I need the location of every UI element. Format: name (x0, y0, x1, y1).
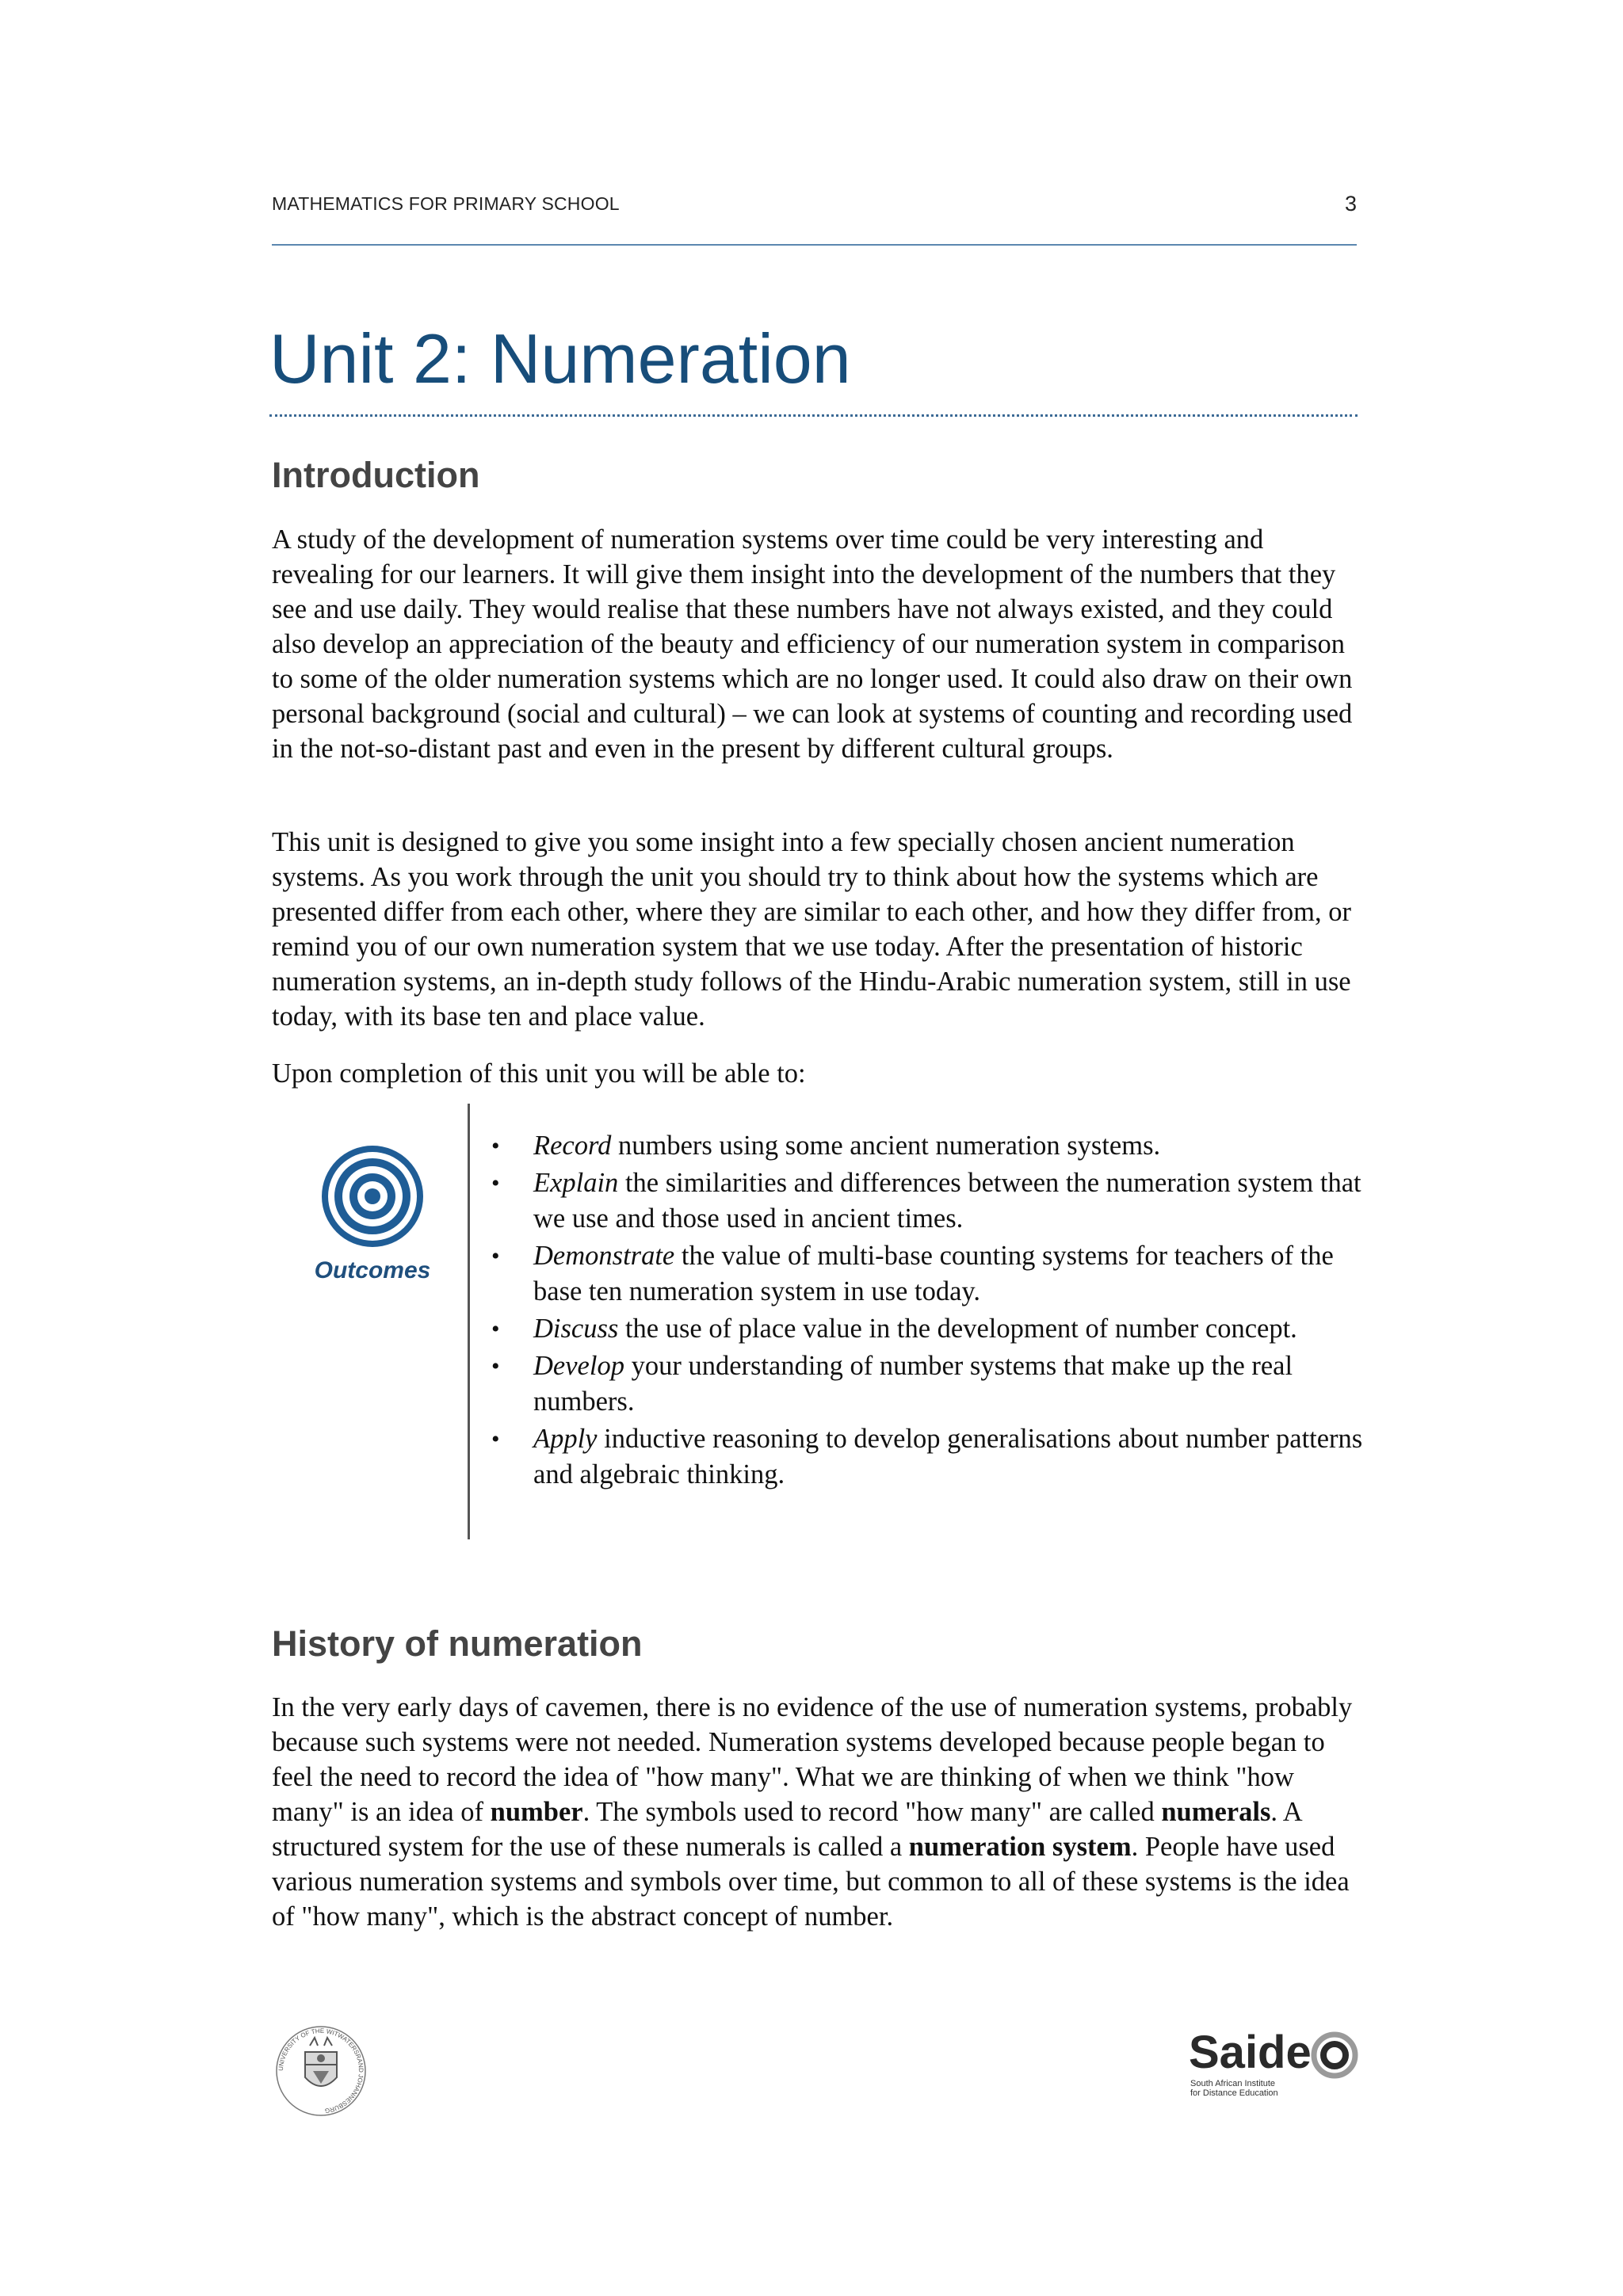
introduction-paragraph-3: Upon completion of this unit you will be able to: (272, 1058, 806, 1089)
introduction-heading: Introduction (272, 455, 480, 495)
saide-wordmark: Saide (1189, 2027, 1312, 2078)
history-paragraph: In the very early days of cavemen, there is no evidence of the use of numeration systems, probably because such systems were not needed. Numeration systems developed because people began to feel the need to record the idea of "how many". What we are thinking of when we think "how many" is an idea of number. The symbols used to record "how many" are called numerals. A structured system for the use of these numerals is called a numeration system. People have used various numeration systems and symbols over time, but common to all of these systems is the idea of "how many", which is the abstract concept of number. (272, 1692, 1353, 1932)
outcome-item: • Discuss the use of place value in the development of number concept. (491, 1314, 1297, 1344)
running-header (272, 192, 1357, 246)
outcomes-badge (301, 1141, 444, 1291)
svg-text:UNIVERSITY OF THE WITWATERSRAN: UNIVERSITY OF THE WITWATERSRAND JOHANNESBURG (277, 2027, 365, 2115)
title-divider (269, 414, 1358, 417)
introduction-paragraph-2: This unit is designed to give you some insight into a few specially chosen ancient numeration systems. As you work through the unit you should try to think about how the systems which are presented differ from each other, where they are similar to each other, and how they differ from, or remind you of our own numeration system that we use today. After the presentation of historic numeration systems, an in-depth study follows of the Hindu-Arabic numeration system, still in use today, with its base ten and place value. (272, 827, 1351, 1032)
target-icon (317, 1141, 428, 1252)
outcomes-label: Outcomes (314, 1257, 431, 1283)
saide-subtitle: South African Institute for Distance Education (1190, 2079, 1278, 2098)
outcome-item: • Record numbers using some ancient numeration systems. (491, 1131, 1161, 1161)
history-heading: History of numeration (272, 1623, 643, 1664)
unit-title: Unit 2: Numeration (269, 319, 851, 398)
outcomes-divider (468, 1104, 470, 1539)
saide-logo (1189, 2028, 1363, 2100)
outcome-item: • Explain the similarities and differences between the numeration system that we use and those used in ancient times. (491, 1168, 1361, 1234)
introduction-paragraph-1: A study of the development of numeration systems over time could be very interesting and revealing for our learners. It will give them insight into the development of the numbers that they see and use daily. They would realise that these numbers have not always existed, and they could also develop an appreciation of the beauty and efficiency of our numeration system in comparison to some of the older numeration systems which are no longer used. It could also draw on their own personal background (social and cultural) – we can look at systems of counting and recording used in the not-so-distant past and even in the present by different cultural groups. (272, 524, 1353, 764)
page-number: 3 (1344, 192, 1357, 215)
running-title: MATHEMATICS FOR PRIMARY SCHOOL (272, 193, 620, 214)
outcome-item: • Develop your understanding of number systems that make up the real numbers. (491, 1351, 1293, 1417)
saide-ring-icon (1308, 2030, 1361, 2081)
outcome-item: • Apply inductive reasoning to develop generalisations about number patterns and algebraic thinking. (491, 1424, 1363, 1489)
wits-university-logo (273, 2022, 369, 2125)
outcomes-list (483, 1128, 1363, 1494)
outcome-item: • Demonstrate the value of multi-base counting systems for teachers of the base ten numeration system in use today. (491, 1241, 1334, 1306)
